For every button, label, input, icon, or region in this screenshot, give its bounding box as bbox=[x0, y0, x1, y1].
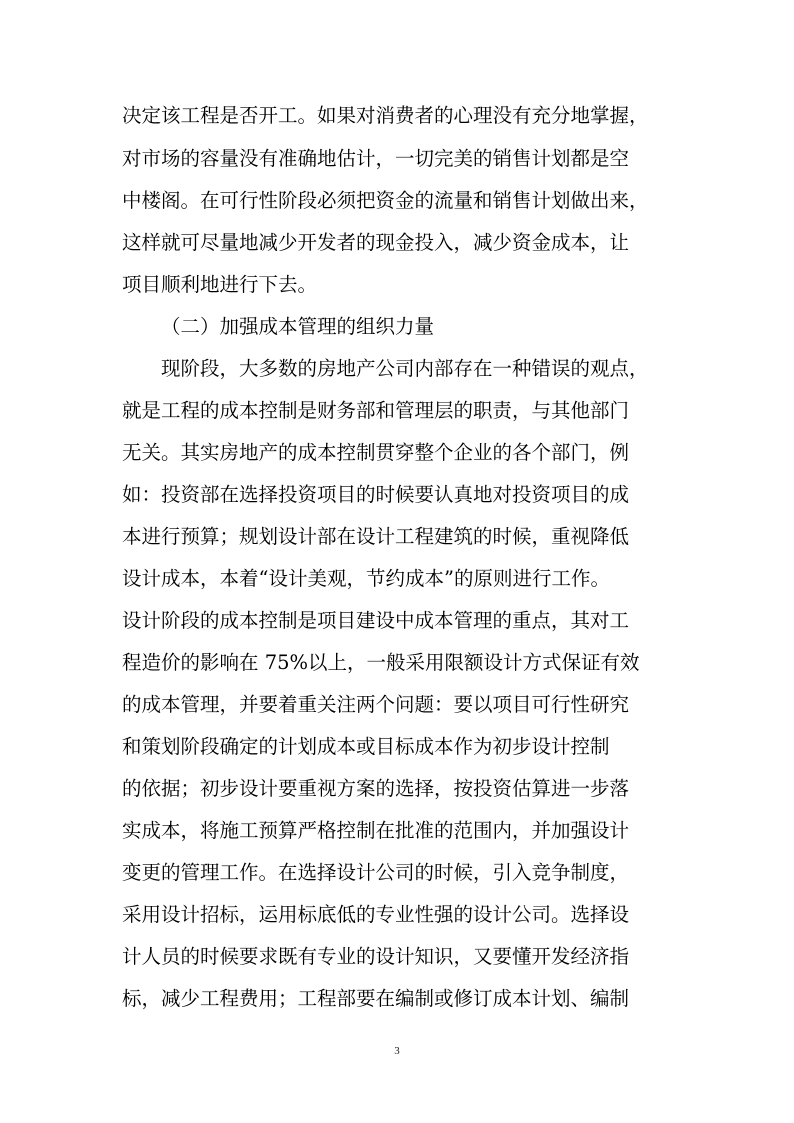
body-text-line: 这样就可尽量地减少开发者的现金投入，减少资金成本，让 bbox=[122, 231, 630, 254]
body-text-line: 现阶段，大多数的房地产公司内部存在一种错误的观点， bbox=[161, 357, 649, 380]
body-text-line: 和策划阶段确定的计划成本或目标成本作为初步设计控制 bbox=[122, 735, 610, 758]
section-heading: （二）加强成本管理的组织力量 bbox=[161, 315, 435, 338]
body-text-line: 的成本管理，并要着重关注两个问题：要以项目可行性研究 bbox=[122, 693, 630, 716]
body-text-line: 计人员的时候要求既有专业的设计知识，又要懂开发经济指 bbox=[122, 945, 630, 968]
page-number: 3 bbox=[394, 1045, 400, 1057]
body-text-line: 本进行预算；规划设计部在设计工程建筑的时候，重视降低 bbox=[122, 525, 630, 548]
body-text-line: 设计阶段的成本控制是项目建设中成本管理的重点，其对工 bbox=[122, 609, 630, 632]
body-text-line: 标，减少工程费用；工程部要在编制或修订成本计划、编制 bbox=[122, 987, 630, 1010]
body-text-line: 如：投资部在选择投资项目的时候要认真地对投资项目的成 bbox=[122, 483, 630, 506]
body-text-line: 设计成本，本着“设计美观，节约成本”的原则进行工作。 bbox=[122, 567, 610, 590]
body-text-line: 变更的管理工作。在选择设计公司的时候，引入竞争制度， bbox=[122, 861, 630, 884]
body-text-line: 的依据；初步设计要重视方案的选择，按投资估算进一步落 bbox=[122, 777, 630, 800]
body-text-line: 对市场的容量没有准确地估计，一切完美的销售计划都是空 bbox=[122, 147, 630, 170]
body-text-line: 程造价的影响在 75%以上，一般采用限额设计方式保证有效 bbox=[122, 651, 640, 674]
body-text-line: 采用设计招标，运用标底低的专业性强的设计公司。选择设 bbox=[122, 903, 630, 926]
body-text-line: 实成本，将施工预算严格控制在批准的范围内，并加强设计 bbox=[122, 819, 630, 842]
body-text-line: 项目顺利地进行下去。 bbox=[122, 273, 318, 296]
body-text-line: 无关。其实房地产的成本控制贯穿整个企业的各个部门，例 bbox=[122, 441, 630, 464]
body-text-line: 就是工程的成本控制是财务部和管理层的职责，与其他部门 bbox=[122, 399, 630, 422]
body-text-line: 中楼阁。在可行性阶段必须把资金的流量和销售计划做出来， bbox=[122, 189, 649, 212]
body-text-line: 决定该工程是否开工。如果对消费者的心理没有充分地掌握， bbox=[122, 104, 649, 127]
